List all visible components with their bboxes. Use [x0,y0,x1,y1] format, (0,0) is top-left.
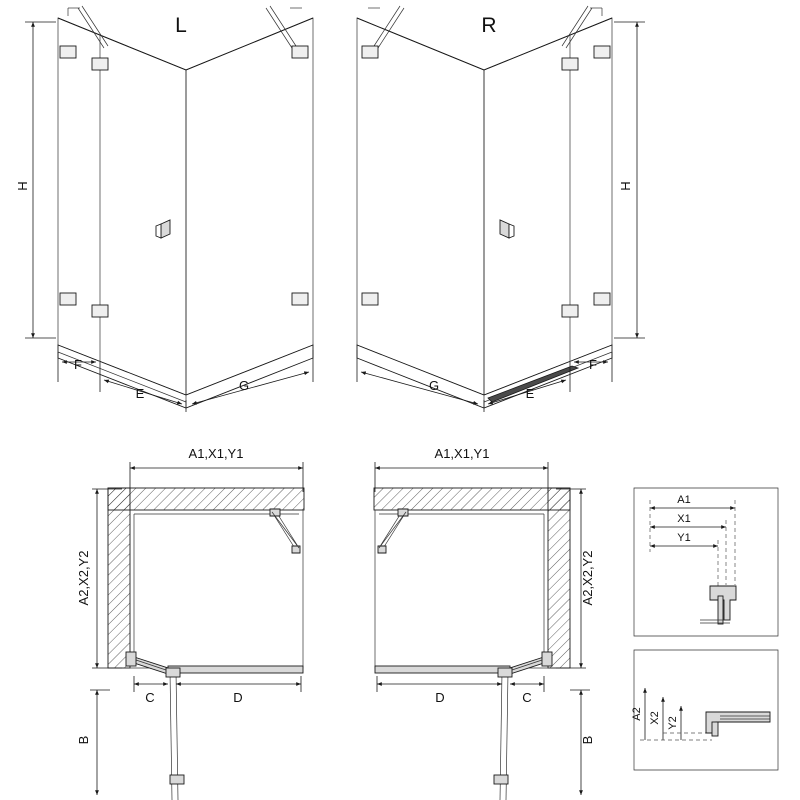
plan-right-door-swing [494,668,512,800]
plan-left-upper-door-leaf [270,509,300,553]
iso-right-enclosure [357,18,612,408]
iso-left-handle [156,220,170,238]
iso-left-label-e: E [135,386,145,401]
plan-left-label-d: D [233,690,243,705]
iso-right-label-g: G [428,378,440,393]
plan-right-b-dimension [570,690,595,795]
plan-right-cd-dimensions [377,676,544,705]
detail-bottom-dimension-x2 [649,697,663,740]
detail-bottom-dimension-y2 [667,706,681,740]
detail-top-view [634,488,778,636]
iso-left-height-label: H [15,181,30,191]
iso-right-hinges [362,46,610,317]
detail-top-label-x1: X1 [677,513,691,525]
detail-top-profile [700,586,736,624]
detail-bottom-label-a2: A2 [631,707,643,721]
detail-top-label-y1: Y1 [677,532,691,544]
iso-right-label-f: F [589,357,597,372]
iso-right-view [357,6,645,412]
plan-left-side-dim-label: A2,X2,Y2 [76,550,91,606]
iso-left-label-f: F [74,357,82,372]
detail-bottom-profile [706,712,770,736]
iso-left-height-dimension [25,22,56,338]
detail-top-dimension-a1 [650,494,735,508]
plan-right-frame [375,510,548,668]
detail-top-dimension-y1 [650,532,718,546]
iso-left-hand-label: L [175,14,187,37]
iso-left-label-g: G [238,378,250,393]
iso-right-height-dimension [614,22,645,338]
plan-left-cd-dimensions [134,676,301,705]
plan-right-upper-door-leaf [378,509,408,553]
plan-left-top-dimension [130,446,303,492]
plan-right-bottom-panels [375,652,552,674]
detail-top-dimension-x1 [650,513,726,527]
detail-bottom-dimension-a2 [631,688,645,740]
detail-bottom-label-x2: X2 [649,711,661,725]
plan-left-frame [130,510,303,668]
plan-right-label-c: C [522,690,532,705]
plan-right-b-label: B [580,735,595,745]
plan-left-top-dim-label: A1,X1,Y1 [188,446,244,461]
detail-top-label-a1: A1 [677,494,691,506]
detail-bottom-view [631,650,778,770]
iso-right-handle [500,220,514,238]
detail-bottom-label-y2: Y2 [667,716,679,730]
plan-right-top-dim-label: A1,X1,Y1 [434,446,490,461]
plan-left-door-swing [166,668,184,800]
iso-right-label-e: E [525,386,535,401]
iso-right-height-label: H [618,181,633,191]
plan-right-top-dimension [375,446,548,492]
iso-left-hinges [60,46,308,317]
iso-left-enclosure [58,18,313,408]
iso-right-hand-label: R [481,14,497,37]
plan-right-label-d: D [435,690,445,705]
plan-left-view [76,446,304,800]
plan-left-b-label: B [76,735,91,745]
plan-right-view [374,446,595,800]
plan-left-label-c: C [145,690,155,705]
iso-left-view [15,6,313,412]
plan-right-side-dim-label: A2,X2,Y2 [580,550,595,606]
plan-left-b-dimension [76,690,110,795]
plan-left-bottom-panels [126,652,303,674]
